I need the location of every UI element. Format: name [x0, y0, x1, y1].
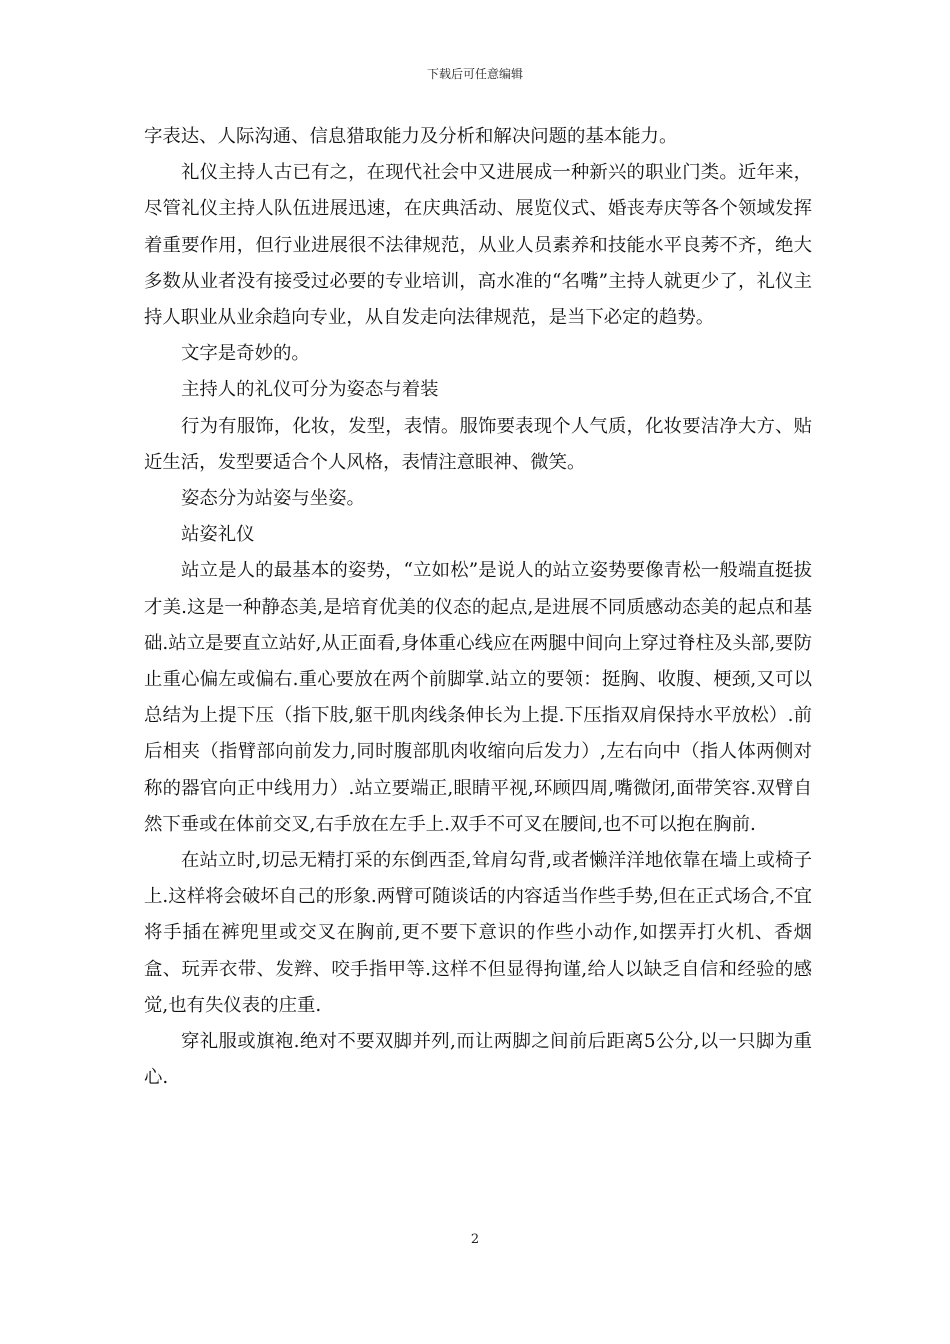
paragraph: 礼仪主持人古已有之，在现代社会中又进展成一种新兴的职业门类。近年来，尽管礼仪主持人队伍进展迅速，在庆典活动、展览仪式、婚丧寿庆等各个领域发挥着重要作用，但行业进展很不法律规范，从业人员素养和技能水平良莠不齐，绝大多数从业者没有接受过必要的专业培训，高水准的“名嘴”主持人就更少了，礼仪主持人职业从业余趋向专业，从自发走向法律规范，是当下必定的趋势。	[144, 162, 812, 329]
document-body	[144, 119, 812, 1096]
section-heading: 站姿礼仪	[181, 524, 255, 546]
paragraph-continuation: 字表达、人际沟通、信息猎取能力及分析和解决问题的基本能力。	[144, 126, 678, 147]
paragraph: 文字是奇妙的。	[181, 343, 310, 365]
paragraph: 姿态分为站姿与坐姿。	[181, 488, 365, 510]
paragraph: 在站立时,切忌无精打采的东倒西歪,耸肩勾背,或者懒洋洋地依靠在墙上或椅子上.这样将会破坏自己的形象.两臂可随谈话的内容适当作些手势,但在正式场合,不宜将手插在裤兜里或交叉在胸前,更不要下意识的作些小动作,如摆弄打火机、香烟盒、玩弄衣带、发辫、咬手指甲等.这样不但显得拘谨,给人以缺乏自信和经验的感觉,也有失仪表的庄重.	[144, 850, 812, 1016]
page-header: 下载后可任意编辑	[426, 67, 523, 81]
section-heading: 主持人的礼仪可分为姿态与着装	[181, 379, 439, 401]
paragraph: 穿礼服或旗袍.绝对不要双脚并列,而让两脚之间前后距离5公分,以一只脚为重心.	[144, 1031, 812, 1089]
paragraph: 行为有服饰，化妆，发型，表情。服饰要表现个人气质，化妆要洁净大方、贴近生活，发型要适合个人风格，表情注意眼神、微笑。	[144, 415, 812, 473]
paragraph: 站立是人的最基本的姿势，“立如松”是说人的站立姿势要像青松一般端直挺拔才美.这是一种静态美,是培育优美的仪态的起点,是进展不同质感动态美的起点和基础.站立是要直立站好,从正面看,身体重心线应在两腿中间向上穿过脊柱及头部,要防止重心偏左或偏右.重心要放在两个前脚掌.站立的要领：挺胸、收腹、梗颈,又可以总结为上提下压（指下肢,躯干肌肉线条伸长为上提.下压指双肩保持水平放松）.前后相夹（指臂部向前发力,同时腹部肌肉收缩向后发力）,左右向中（指人体两侧对称的器官向正中线用力）.站立要端正,眼睛平视,环顾四周,嘴微闭,面带笑容.双臂自然下垂或在体前交叉,右手放在左手上.双手不可叉在腰间,也不可以抱在胸前.	[144, 560, 812, 835]
page-number: 2	[470, 1232, 480, 1247]
